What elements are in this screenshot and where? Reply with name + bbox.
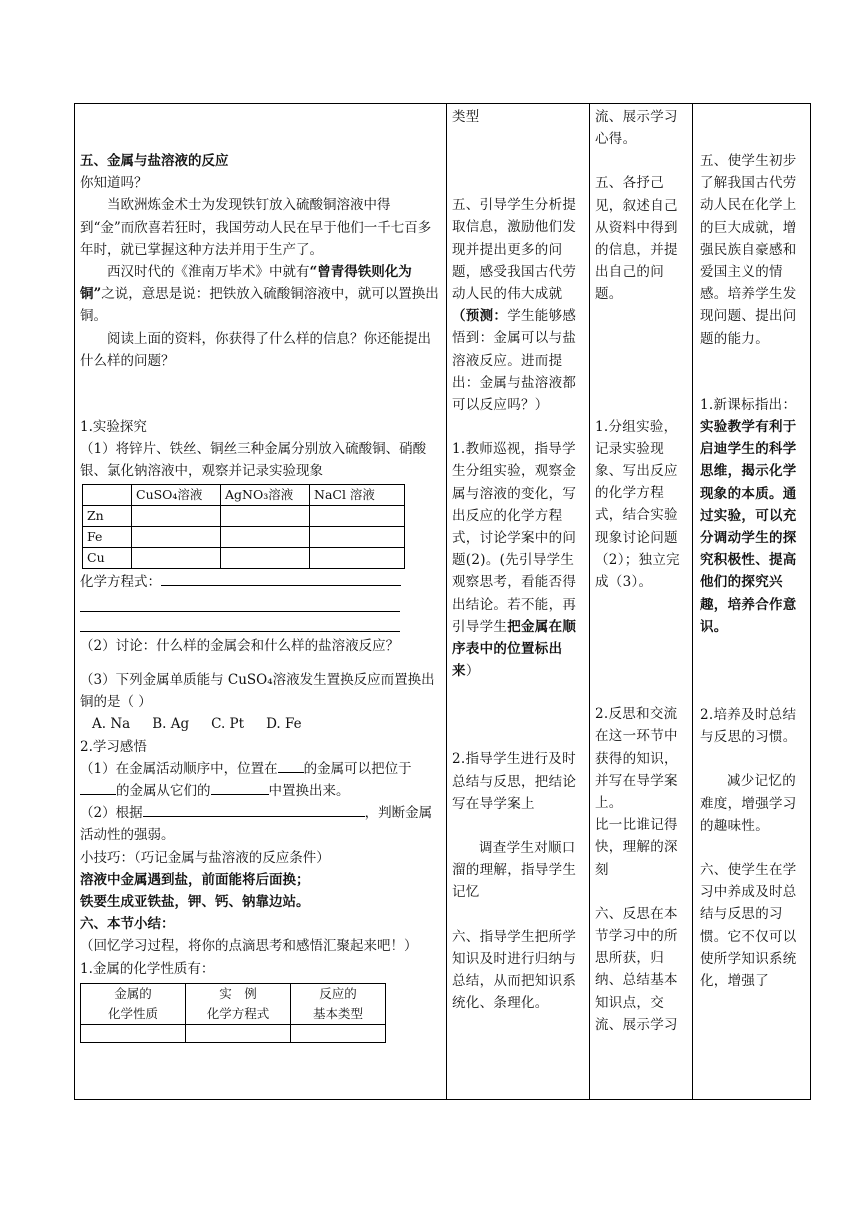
text: 的金属从它们的 bbox=[116, 783, 211, 800]
question-2: （2）讨论：什么样的金属会和什么样的盐溶液反应？ bbox=[80, 637, 400, 654]
intent-step-6: 六、使学生在学习中养成及时总结与反思的习惯。它不仅可以使所学知识系统化，增强了 bbox=[700, 862, 797, 990]
student-step-6: 六、反思在本节学习中的所思所获，归纳、总结基本知识点，交流、展示学习 bbox=[595, 905, 678, 1033]
table-top-border bbox=[74, 103, 811, 104]
text: 实 例 bbox=[219, 985, 257, 1001]
answer-cell[interactable] bbox=[310, 505, 405, 526]
table-row bbox=[83, 526, 405, 547]
summary-header-cell bbox=[291, 983, 386, 1024]
row-label: Cu bbox=[83, 547, 132, 568]
text: 的金属可以把位于 bbox=[303, 760, 412, 777]
summary-title: 1.金属的化学性质有： bbox=[80, 960, 215, 977]
summary-row bbox=[81, 1024, 386, 1042]
carryover-text: 类型 bbox=[452, 109, 480, 125]
teacher-step-2: 2.指导学生进行及时总结与反思，把结论写在导学案上 bbox=[452, 751, 577, 812]
option-d[interactable]: D. Fe bbox=[266, 716, 302, 733]
equation-blank-2[interactable] bbox=[80, 595, 400, 612]
student-step-5: 五、各抒己见，叙述自己从资料中得到的信息，并提出自己的问题。 bbox=[595, 175, 678, 303]
table-header-cell: CuSO₄溶液 bbox=[132, 484, 221, 505]
intent-step-2: 2.培养及时总结与反思的习惯。 bbox=[700, 707, 797, 746]
text: ，判断金属活动性的强弱。 bbox=[80, 805, 433, 844]
equation-blank-3[interactable] bbox=[80, 615, 400, 632]
experiment-table bbox=[82, 484, 405, 569]
equation-blank[interactable] bbox=[161, 585, 401, 586]
question-3: （3）下列金属单质能与 CuSO₄溶液发生置换反应而置换出铜的是（ ） bbox=[80, 672, 435, 711]
section-six-heading: 六、本节小结： bbox=[80, 916, 175, 933]
tip-title: 小技巧：（巧记金属与盐溶液的反应条件） bbox=[80, 849, 330, 866]
text: 基本类型 bbox=[312, 1005, 363, 1021]
bold-text: 实验教学有利于启迪学生的科学思维，揭示化学现象的本质。通过实验，可以充分调动学生的探究积极性、提高他们的探究兴趣，培养合作意识。 bbox=[700, 419, 797, 635]
text: 金属的 bbox=[114, 985, 152, 1001]
carryover-text: 流、展示学习心得。 bbox=[595, 109, 678, 148]
answer-cell[interactable] bbox=[221, 505, 310, 526]
table-header-cell bbox=[83, 484, 132, 505]
intent-reduce: 减少记忆的难度，增强学习的趣味性。 bbox=[700, 773, 797, 834]
text: 反应的 bbox=[319, 985, 357, 1001]
text: （2）根据 bbox=[80, 805, 143, 822]
teacher-step-1 bbox=[452, 438, 584, 682]
option-c[interactable]: C. Pt bbox=[211, 716, 245, 733]
answer-cell[interactable] bbox=[132, 547, 221, 568]
answer-cell[interactable] bbox=[291, 1024, 386, 1042]
experiment-title: 1.实验探究 bbox=[80, 419, 147, 436]
equation-label: 化学方程式： bbox=[80, 573, 161, 590]
learning-item-2 bbox=[80, 802, 444, 846]
reading-para-1: 当欧洲炼金术士为发现铁钉放入硫酸铜溶液中得到“金”而欣喜若狂时，我国劳动人民在早于他们一千七百多年时，就已掌握这种方法并用于生产了。 bbox=[80, 197, 432, 258]
text: 1.新课标指出： bbox=[700, 396, 797, 413]
section-five-heading: 五、金属与盐溶液的反应 bbox=[80, 153, 229, 169]
equation-line bbox=[80, 571, 444, 593]
row-label: Zn bbox=[83, 505, 132, 526]
summary-table bbox=[80, 983, 386, 1043]
text: （1）在金属活动顺序中，位置在 bbox=[80, 760, 278, 777]
summary-header-cell bbox=[186, 983, 291, 1024]
text: 化学方程式 bbox=[206, 1005, 270, 1021]
answer-cell[interactable] bbox=[132, 526, 221, 547]
reading-para-2 bbox=[80, 261, 444, 328]
table-header-cell: NaCl 溶液 bbox=[310, 484, 405, 505]
teacher-column bbox=[452, 106, 584, 1015]
fill-blank[interactable] bbox=[211, 794, 269, 795]
option-b[interactable]: B. Ag bbox=[152, 716, 190, 733]
table-bottom-border bbox=[74, 1099, 811, 1100]
answer-cell[interactable] bbox=[310, 526, 405, 547]
student-step-2: 2.反思和交流在这一环节中获得的知识，并写在导学案上。 bbox=[595, 706, 678, 812]
intent-step-1 bbox=[700, 394, 804, 638]
answer-cell[interactable] bbox=[81, 1024, 186, 1042]
fill-blank[interactable] bbox=[278, 772, 304, 773]
text: 1.教师巡视，指导学生分组实验，观察金属与溶液的变化，写出反应的化学方程式，讨论学案中的问题(2)。(先引导学生观察思考，看能否得出结论。若不能，再引导学生 bbox=[452, 441, 577, 635]
experiment-desc: （1）将锌片、铁丝、铜丝三种金属分别放入硫酸铜、硝酸银、氯化钠溶液中，观察并记录实验现象 bbox=[80, 441, 427, 480]
teacher-step-5: 五、引导学生分析提取信息，激励他们发现并提出更多的问题，感受我国古代劳动人民的伟大成就 bbox=[452, 197, 577, 303]
answer-cell[interactable] bbox=[221, 526, 310, 547]
bold-text: 把金属在顺序表中的位置标出来 bbox=[452, 618, 577, 680]
tip-line-1: 溶液中金属遇到盐，前面能将后面换； bbox=[80, 871, 310, 888]
table-divider-3 bbox=[692, 103, 693, 1099]
text: 中置换出来。 bbox=[268, 783, 350, 800]
learning-title: 2.学习感悟 bbox=[80, 738, 147, 755]
student-step-1: 1.分组实验，记录实验现象、写出反应的化学方程式，结合实验现象讨论问题（2）；独立完成（3）。 bbox=[595, 418, 680, 591]
did-you-know: 你知道吗？ bbox=[80, 175, 148, 192]
table-row bbox=[83, 547, 405, 568]
table-divider-2 bbox=[589, 103, 590, 1099]
table-border-right bbox=[810, 103, 811, 1099]
teacher-step-6: 六、指导学生把所学知识及时进行归纳与总结，从而把知识系统化、条理化。 bbox=[452, 928, 577, 1012]
fill-blank[interactable] bbox=[143, 816, 365, 817]
teacher-survey: 调查学生对顺口溜的理解，指导学生记忆 bbox=[452, 840, 577, 901]
student-column bbox=[595, 106, 687, 1036]
reading-question: 阅读上面的资料，你获得了什么样的信息？你还能提出什么样的问题？ bbox=[80, 330, 431, 369]
fill-blank[interactable] bbox=[80, 794, 116, 795]
summary-header-row bbox=[81, 983, 386, 1024]
section-six-desc: （回忆学习过程，将你的点滴思考和感悟汇聚起来吧！） bbox=[80, 938, 418, 955]
summary-header-cell bbox=[81, 983, 186, 1024]
answer-cell[interactable] bbox=[310, 547, 405, 568]
answer-cell[interactable] bbox=[132, 505, 221, 526]
answer-cell[interactable] bbox=[221, 547, 310, 568]
table-divider-1 bbox=[446, 103, 447, 1099]
table-header-row bbox=[83, 484, 405, 505]
student-compare: 比一比谁记得快，理解的深刻 bbox=[595, 817, 678, 878]
table-border-left bbox=[74, 103, 75, 1099]
text: ） bbox=[465, 663, 480, 680]
text: 化学性质 bbox=[107, 1005, 158, 1021]
intent-column bbox=[700, 106, 804, 992]
content-column bbox=[80, 106, 444, 1043]
intent-step-5: 五、使学生初步了解我国古代劳动人民在化学上的巨大成就，增强民族自豪感和爱国主义的情感。培养学生发现问题、提出问题的能力。 bbox=[700, 153, 797, 347]
options-row bbox=[80, 713, 444, 735]
prediction bbox=[452, 305, 584, 416]
table-header-cell: AgNO₃溶液 bbox=[221, 484, 310, 505]
tip-line-2: 铁要生成亚铁盐，钾、钙、钠靠边站。 bbox=[80, 894, 310, 911]
table-row bbox=[83, 505, 405, 526]
para2-text: 西汉时代的《淮南万毕术》中就有 bbox=[107, 264, 310, 281]
option-a[interactable]: A. Na bbox=[92, 716, 131, 733]
prediction-label: （预测： bbox=[452, 308, 508, 325]
learning-item-1 bbox=[80, 758, 444, 802]
quote-bold: “曾青得铁则化为铜” bbox=[80, 264, 412, 303]
row-label: Fe bbox=[83, 526, 132, 547]
answer-cell[interactable] bbox=[186, 1024, 291, 1042]
para2-tail: 之说，意思是说：把铁放入硫酸铜溶液中，就可以置换出铜。 bbox=[80, 286, 439, 325]
prediction-text: 学生能够感悟到：金属可以与盐溶液反应。进而提出：金属与盐溶液都可以反应吗？） bbox=[452, 308, 577, 414]
